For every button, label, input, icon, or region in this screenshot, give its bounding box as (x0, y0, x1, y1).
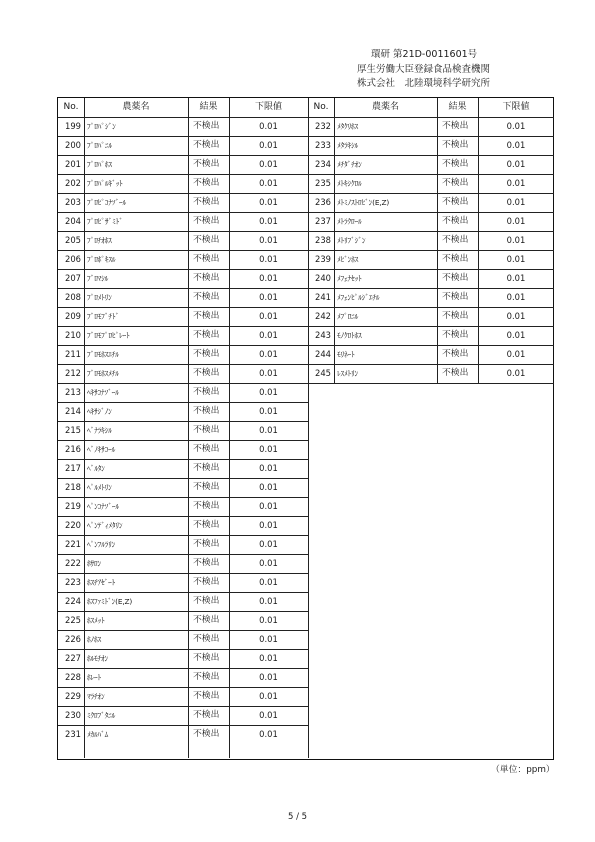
pesticide-name: ﾍﾟﾝﾌﾙﾗﾘﾝ (87, 540, 116, 549)
row-number: 215 (65, 425, 81, 435)
pesticide-name: ﾍﾞﾙﾀﾝ (87, 464, 105, 473)
limit-value-right: 0.01 (506, 235, 526, 245)
result-value: 不検出 (193, 691, 220, 701)
limit-value: 0.01 (259, 121, 278, 131)
result-value: 不検出 (193, 159, 220, 169)
pesticide-name-right: ﾒﾄﾘﾌﾞｼﾞﾝ (337, 236, 366, 245)
result-value-right: 不検出 (442, 330, 469, 340)
row-number: 202 (65, 178, 81, 188)
pesticide-name: ﾌﾟﾛﾋﾟｻﾞﾐﾄﾞ (87, 217, 123, 226)
result-value: 不検出 (193, 387, 220, 397)
table-row (58, 269, 553, 288)
row-number: 222 (65, 558, 81, 568)
row-number: 201 (65, 159, 81, 169)
limit-value: 0.01 (259, 235, 278, 245)
pesticide-name: ﾌﾟﾛﾊﾟﾆﾙ (87, 141, 112, 150)
table-row (58, 687, 553, 706)
result-value-right: 不検出 (442, 178, 469, 188)
result-value-right: 不検出 (442, 197, 469, 207)
pesticide-name-right: ﾒﾌｪﾅｾｯﾄ (337, 274, 362, 283)
limit-value-right: 0.01 (506, 121, 526, 131)
row-number: 229 (65, 691, 81, 701)
limit-value: 0.01 (259, 444, 278, 454)
table-row (58, 402, 553, 421)
limit-value: 0.01 (259, 615, 278, 625)
row-number: 221 (65, 539, 81, 549)
pesticide-name: ﾌﾟﾛﾊﾟﾙｷﾞｯﾄ (87, 179, 123, 188)
limit-value-right: 0.01 (506, 178, 526, 188)
table-row (58, 383, 553, 402)
table-row (58, 725, 553, 744)
limit-value: 0.01 (259, 292, 278, 302)
pesticide-name: ﾎｻﾛﾝ (87, 559, 101, 568)
pesticide-name: ﾌﾟﾛﾊﾟｼﾞﾝ (87, 122, 116, 131)
pesticide-name: ﾌﾞﾛﾓﾎｽﾒﾁﾙ (87, 369, 119, 378)
result-value-right: 不検出 (442, 216, 469, 226)
table-row (58, 345, 553, 364)
result-value: 不検出 (193, 330, 220, 340)
limit-value: 0.01 (259, 330, 278, 340)
row-number: 203 (65, 197, 81, 207)
limit-value: 0.01 (259, 178, 278, 188)
result-value-right: 不検出 (442, 235, 469, 245)
row-number-right: 234 (315, 159, 331, 169)
table-row (58, 649, 553, 668)
table-row (58, 136, 553, 155)
row-number: 209 (65, 311, 81, 321)
result-value-right: 不検出 (442, 140, 469, 150)
limit-value: 0.01 (259, 539, 278, 549)
result-value: 不検出 (193, 596, 220, 606)
result-value: 不検出 (193, 577, 220, 587)
table-row (58, 155, 553, 174)
result-value-right: 不検出 (442, 254, 469, 264)
table-row (58, 117, 553, 136)
row-number-right: 238 (315, 235, 331, 245)
result-value: 不検出 (193, 292, 220, 302)
pesticide-name-right: ﾒﾄｷｼｸﾛﾙ (337, 179, 362, 188)
result-value: 不検出 (193, 444, 220, 454)
table-row (58, 326, 553, 345)
row-number-right: 237 (315, 216, 331, 226)
row-number: 224 (65, 596, 81, 606)
pesticide-name: ﾎﾚｰﾄ (87, 673, 101, 682)
pesticide-name: ﾎﾉﾎｽ (87, 635, 101, 644)
result-value: 不検出 (193, 539, 220, 549)
unit-note: （単位：ppm） (491, 765, 555, 775)
column-header-pesticide-right: 農薬名 (371, 102, 399, 112)
result-value: 不検出 (193, 615, 220, 625)
row-number: 210 (65, 330, 81, 340)
limit-value: 0.01 (259, 197, 278, 207)
result-value: 不検出 (193, 482, 220, 492)
row-number: 217 (65, 463, 81, 473)
limit-value: 0.01 (259, 634, 278, 644)
row-number-right: 240 (315, 273, 331, 283)
result-value: 不検出 (193, 520, 220, 530)
pesticide-name: ﾌﾞﾛﾓﾌﾟﾛﾋﾟﾚｰﾄ (87, 331, 130, 340)
table-row (58, 459, 553, 478)
pesticide-name: ﾍｷｻｺﾅｿﾞｰﾙ (87, 388, 119, 397)
result-value: 不検出 (193, 349, 220, 359)
lab-registration: 厚生労働大臣登録食品検査機関 (357, 63, 491, 75)
report-number: 環研 第21D-0011601号 (371, 49, 478, 60)
result-value-right: 不検出 (442, 349, 469, 359)
column-header-limit-right: 下限値 (502, 102, 530, 112)
pesticide-name: ﾍﾟﾝﾃﾞｨﾒﾀﾘﾝ (87, 521, 123, 530)
pesticide-results-table (57, 97, 554, 760)
row-number: 208 (65, 292, 81, 302)
row-number-right: 235 (315, 178, 331, 188)
pesticide-name: ﾎｽﾒｯﾄ (87, 616, 105, 625)
limit-value: 0.01 (259, 710, 278, 720)
result-value: 不検出 (193, 254, 220, 264)
limit-value-right: 0.01 (506, 216, 526, 226)
row-number: 204 (65, 216, 81, 226)
result-value-right: 不検出 (442, 159, 469, 169)
result-value: 不検出 (193, 178, 220, 188)
table-row (58, 212, 553, 231)
pesticide-name: ﾎｽﾌｧﾐﾄﾞﾝ(E,Z) (87, 597, 133, 606)
limit-value: 0.01 (259, 425, 278, 435)
column-header-result-right: 結果 (448, 102, 467, 112)
limit-value: 0.01 (259, 558, 278, 568)
limit-value-right: 0.01 (506, 311, 526, 321)
pesticide-name: ﾌﾟﾛﾒﾄﾘﾝ (87, 293, 112, 302)
pesticide-name-right: ﾓﾉｸﾛﾄﾎｽ (337, 331, 362, 340)
company-name: 株式会社 北陸環境科学研究所 (357, 78, 491, 89)
result-value: 不検出 (193, 121, 220, 131)
result-value: 不検出 (193, 140, 220, 150)
column-header-result: 結果 (199, 102, 218, 112)
limit-value-right: 0.01 (506, 197, 526, 207)
row-number: 214 (65, 406, 81, 416)
table-row (58, 421, 553, 440)
row-number: 205 (65, 235, 81, 245)
table-row (58, 535, 553, 554)
column-header-limit: 下限値 (254, 102, 282, 112)
table-row (58, 611, 553, 630)
result-value: 不検出 (193, 197, 220, 207)
limit-value: 0.01 (259, 216, 278, 226)
limit-value: 0.01 (259, 501, 278, 511)
result-value-right: 不検出 (442, 292, 469, 302)
pesticide-name: ﾎｽﾁｱｾﾞｰﾄ (87, 578, 116, 587)
pesticide-name-right: ﾒﾀｸﾘﾎｽ (337, 122, 358, 131)
limit-value: 0.01 (259, 406, 278, 416)
pesticide-name: ﾏﾗﾁｵﾝ (87, 692, 105, 701)
result-value: 不検出 (193, 273, 220, 283)
pesticide-name: ﾌﾟﾛﾊﾟﾎｽ (87, 160, 112, 169)
limit-value: 0.01 (259, 577, 278, 587)
table-row (58, 516, 553, 535)
pesticide-name: ﾌﾞﾛﾓﾎｽｴﾁﾙ (87, 350, 119, 359)
row-number: 225 (65, 615, 81, 625)
table-row (58, 288, 553, 307)
limit-value-right: 0.01 (506, 349, 526, 359)
row-number: 207 (65, 273, 81, 283)
row-number: 211 (65, 349, 81, 359)
result-value: 不検出 (193, 425, 220, 435)
row-number: 219 (65, 501, 81, 511)
row-number: 218 (65, 482, 81, 492)
table-row (58, 250, 553, 269)
row-number-right: 232 (315, 121, 331, 131)
limit-value: 0.01 (259, 691, 278, 701)
limit-value: 0.01 (259, 482, 278, 492)
pesticide-name: ﾎﾙﾓﾁｵﾝ (87, 654, 108, 663)
row-number: 228 (65, 672, 81, 682)
limit-value: 0.01 (259, 653, 278, 663)
limit-value: 0.01 (259, 311, 278, 321)
pesticide-name-right: ﾚｽﾒﾄﾘﾝ (337, 369, 358, 378)
table-row (58, 668, 553, 687)
result-value: 不検出 (193, 710, 220, 720)
limit-value: 0.01 (259, 729, 278, 739)
row-number-right: 233 (315, 140, 331, 150)
result-value: 不検出 (193, 501, 220, 511)
pesticide-name-right: ﾓﾘﾈｰﾄ (337, 350, 355, 359)
table-row (58, 497, 553, 516)
row-number-right: 239 (315, 254, 331, 264)
result-value: 不検出 (193, 235, 220, 245)
table-row (58, 231, 553, 250)
limit-value-right: 0.01 (506, 140, 526, 150)
limit-value: 0.01 (259, 159, 278, 169)
result-value: 不検出 (193, 216, 220, 226)
limit-value-right: 0.01 (506, 368, 526, 378)
pesticide-name: ﾐｸﾛﾌﾞﾀﾆﾙ (87, 711, 116, 720)
row-number: 213 (65, 387, 81, 397)
pesticide-name: ﾌﾞﾛﾏｼﾙ (87, 274, 109, 283)
table-row (58, 174, 553, 193)
pesticide-name-right: ﾒﾌﾟﾛﾆﾙ (337, 312, 359, 321)
table-row (58, 573, 553, 592)
pesticide-name-right: ﾒﾀﾗｷｼﾙ (337, 141, 358, 150)
table-row (58, 706, 553, 725)
limit-value: 0.01 (259, 349, 278, 359)
limit-value: 0.01 (259, 140, 278, 150)
limit-value-right: 0.01 (506, 159, 526, 169)
row-number-right: 242 (315, 311, 331, 321)
limit-value-right: 0.01 (506, 292, 526, 302)
row-number-right: 244 (315, 349, 331, 359)
row-number-right: 245 (315, 368, 331, 378)
pesticide-name: ﾍﾟﾙﾒﾄﾘﾝ (87, 483, 112, 492)
pesticide-name: ﾍﾞﾅﾗｷｼﾙ (87, 426, 112, 435)
row-number: 220 (65, 520, 81, 530)
result-value-right: 不検出 (442, 121, 469, 131)
result-value: 不検出 (193, 368, 220, 378)
result-value-right: 不検出 (442, 273, 469, 283)
row-number: 206 (65, 254, 81, 264)
row-number: 227 (65, 653, 81, 663)
result-value: 不検出 (193, 311, 220, 321)
result-value: 不検出 (193, 634, 220, 644)
pesticide-name-right: ﾒﾄﾐﾉｽﾄﾛﾋﾞﾝ(E,Z) (337, 198, 390, 207)
table-row (58, 630, 553, 649)
table-row (58, 307, 553, 326)
limit-value: 0.01 (259, 273, 278, 283)
pesticide-name: ﾍｷｻｼﾞﾉﾝ (87, 407, 112, 416)
pesticide-name: ﾍﾞﾉｷｻｺｰﾙ (87, 445, 116, 454)
row-number: 212 (65, 368, 81, 378)
pesticide-name-right: ﾒﾄﾗｸﾛｰﾙ (337, 217, 362, 226)
limit-value-right: 0.01 (506, 254, 526, 264)
pesticide-name: ﾌﾞﾛﾓﾌﾞﾁﾄﾞ (87, 312, 120, 321)
row-number: 226 (65, 634, 81, 644)
result-value-right: 不検出 (442, 311, 469, 321)
pesticide-name-right: ﾒﾋﾞﾝﾎｽ (337, 255, 359, 264)
row-number: 216 (65, 444, 81, 454)
result-value: 不検出 (193, 672, 220, 682)
row-number: 231 (65, 729, 81, 739)
pesticide-name: ﾌﾟﾛﾁｵﾎｽ (87, 236, 112, 245)
row-number: 230 (65, 710, 81, 720)
pesticide-name-right: ﾒﾌｪﾝﾋﾟﾙｼﾞｴﾁﾙ (337, 293, 380, 302)
limit-value: 0.01 (259, 596, 278, 606)
result-value: 不検出 (193, 729, 220, 739)
row-number: 200 (65, 140, 81, 150)
pesticide-name: ﾍﾟﾝｺﾅｿﾞｰﾙ (87, 502, 119, 511)
row-number: 199 (65, 121, 81, 131)
limit-value: 0.01 (259, 463, 278, 473)
limit-value-right: 0.01 (506, 330, 526, 340)
table-row (58, 592, 553, 611)
pesticide-name: ﾒｶﾙﾊﾞﾑ (87, 730, 109, 739)
table-row (58, 554, 553, 573)
result-value: 不検出 (193, 406, 220, 416)
table-row (58, 478, 553, 497)
limit-value: 0.01 (259, 387, 278, 397)
pesticide-name: ﾌﾟﾛﾎﾟｷｽﾙ (87, 255, 116, 264)
pesticide-name: ﾌﾟﾛﾋﾟｺﾅｿﾞｰﾙ (87, 198, 127, 207)
column-header-no-right: No. (313, 102, 329, 112)
limit-value: 0.01 (259, 672, 278, 682)
table-row (58, 364, 553, 383)
column-header-pesticide: 農薬名 (122, 102, 150, 112)
result-value: 不検出 (193, 463, 220, 473)
column-header-no: No. (63, 102, 79, 112)
limit-value-right: 0.01 (506, 273, 526, 283)
row-number: 223 (65, 577, 81, 587)
result-value-right: 不検出 (442, 368, 469, 378)
pesticide-name-right: ﾒﾁﾀﾞﾁｵﾝ (337, 160, 362, 169)
limit-value: 0.01 (259, 254, 278, 264)
row-number-right: 236 (315, 197, 331, 207)
table-row (58, 440, 553, 459)
page-number: 5 / 5 (287, 812, 308, 822)
result-value: 不検出 (193, 558, 220, 568)
report-header (357, 48, 557, 92)
row-number-right: 241 (315, 292, 331, 302)
row-number-right: 243 (315, 330, 331, 340)
table-row (58, 193, 553, 212)
result-value: 不検出 (193, 653, 220, 663)
limit-value: 0.01 (259, 368, 278, 378)
limit-value: 0.01 (259, 520, 278, 530)
